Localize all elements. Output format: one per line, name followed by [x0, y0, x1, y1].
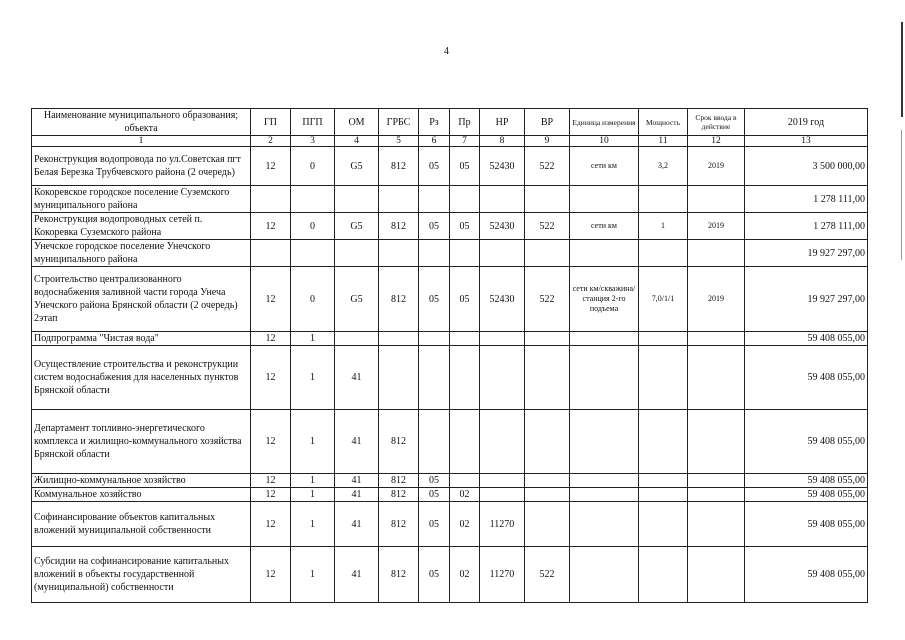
cell-vr [525, 474, 570, 488]
header-power: Мощность [639, 109, 688, 136]
cell-rz: 05 [419, 147, 450, 186]
cell-np [480, 474, 525, 488]
cell-grbs: 812 [379, 213, 419, 240]
cell-name: Реконструкция водопровода по ул.Советская пгт Белая Березка Трубчевского района (2 очередь) [32, 147, 251, 186]
cell-vr [525, 410, 570, 474]
cell-deadline [688, 410, 745, 474]
cell-unit [570, 332, 639, 346]
header-om: ОМ [335, 109, 379, 136]
header-name: Наименование муниципального образования; объекта [32, 109, 251, 136]
column-number: 7 [450, 136, 480, 147]
header-np: НР [480, 109, 525, 136]
cell-rz [419, 240, 450, 267]
cell-om: 41 [335, 502, 379, 547]
cell-name: Жилищно-коммунальное хозяйство [32, 474, 251, 488]
cell-om [335, 240, 379, 267]
column-number: 13 [745, 136, 868, 147]
table-header-row [32, 109, 868, 136]
cell-name: Департамент топливно-энергетического комплекса и жилищно-коммунального хозяйства Брянской области [32, 410, 251, 474]
cell-power: 7,0/1/1 [639, 267, 688, 332]
cell-amount: 59 408 055,00 [745, 488, 868, 502]
cell-grbs: 812 [379, 547, 419, 603]
cell-gp: 12 [251, 410, 291, 474]
cell-np: 52430 [480, 147, 525, 186]
table-row [32, 346, 868, 410]
cell-np [480, 346, 525, 410]
cell-power [639, 474, 688, 488]
cell-np: 52430 [480, 267, 525, 332]
column-number: 11 [639, 136, 688, 147]
cell-gp: 12 [251, 474, 291, 488]
header-ppgp: ПГП [291, 109, 335, 136]
table-row [32, 488, 868, 502]
cell-unit [570, 410, 639, 474]
cell-vr: 522 [525, 213, 570, 240]
cell-pr [450, 410, 480, 474]
cell-amount: 59 408 055,00 [745, 346, 868, 410]
cell-deadline: 2019 [688, 213, 745, 240]
cell-vr [525, 346, 570, 410]
cell-gp: 12 [251, 346, 291, 410]
cell-om: G5 [335, 213, 379, 240]
scan-edge-mark [901, 22, 903, 117]
cell-unit [570, 488, 639, 502]
cell-unit [570, 502, 639, 547]
cell-deadline [688, 186, 745, 213]
cell-np: 11270 [480, 547, 525, 603]
scan-edge-mark [901, 130, 902, 260]
cell-power: 3,2 [639, 147, 688, 186]
cell-unit: сети км [570, 147, 639, 186]
cell-grbs [379, 332, 419, 346]
cell-name: Подпрограмма "Чистая вода" [32, 332, 251, 346]
cell-vr [525, 332, 570, 346]
column-number: 8 [480, 136, 525, 147]
cell-ppgp: 1 [291, 547, 335, 603]
cell-name: Коммунальное хозяйство [32, 488, 251, 502]
cell-grbs: 812 [379, 410, 419, 474]
cell-gp: 12 [251, 147, 291, 186]
column-number: 1 [32, 136, 251, 147]
cell-deadline: 2019 [688, 267, 745, 332]
cell-gp: 12 [251, 332, 291, 346]
cell-amount: 19 927 297,00 [745, 240, 868, 267]
cell-rz [419, 186, 450, 213]
cell-rz: 05 [419, 213, 450, 240]
header-year: 2019 год [745, 109, 868, 136]
cell-grbs: 812 [379, 147, 419, 186]
cell-name: Осуществление строительства и реконструкции систем водоснабжения для населенных пунктов Брянской области [32, 346, 251, 410]
cell-grbs [379, 240, 419, 267]
cell-ppgp: 1 [291, 502, 335, 547]
cell-amount: 19 927 297,00 [745, 267, 868, 332]
cell-power [639, 346, 688, 410]
cell-np [480, 488, 525, 502]
cell-grbs [379, 186, 419, 213]
cell-pr: 02 [450, 547, 480, 603]
cell-unit: сети км [570, 213, 639, 240]
cell-om: 41 [335, 346, 379, 410]
cell-om [335, 186, 379, 213]
table-row [32, 186, 868, 213]
cell-vr [525, 186, 570, 213]
cell-rz [419, 346, 450, 410]
cell-rz [419, 410, 450, 474]
cell-grbs [379, 346, 419, 410]
column-number: 6 [419, 136, 450, 147]
cell-rz: 05 [419, 267, 450, 332]
cell-power [639, 410, 688, 474]
cell-ppgp: 1 [291, 346, 335, 410]
header-pr: Пр [450, 109, 480, 136]
cell-vr [525, 488, 570, 502]
cell-ppgp: 0 [291, 267, 335, 332]
cell-grbs: 812 [379, 267, 419, 332]
cell-ppgp [291, 186, 335, 213]
table-row [32, 240, 868, 267]
cell-np [480, 332, 525, 346]
cell-gp [251, 240, 291, 267]
cell-unit [570, 346, 639, 410]
cell-unit [570, 474, 639, 488]
cell-unit [570, 547, 639, 603]
cell-ppgp: 1 [291, 474, 335, 488]
cell-gp: 12 [251, 488, 291, 502]
cell-rz: 05 [419, 474, 450, 488]
cell-np [480, 186, 525, 213]
cell-power [639, 547, 688, 603]
cell-unit [570, 240, 639, 267]
header-grbs: ГРБС [379, 109, 419, 136]
cell-vr: 522 [525, 547, 570, 603]
table-row [32, 332, 868, 346]
cell-om: 41 [335, 488, 379, 502]
table-row [32, 213, 868, 240]
cell-ppgp: 1 [291, 332, 335, 346]
column-number: 10 [570, 136, 639, 147]
cell-deadline [688, 240, 745, 267]
table-row [32, 147, 868, 186]
column-number: 12 [688, 136, 745, 147]
cell-power [639, 488, 688, 502]
cell-pr [450, 186, 480, 213]
cell-deadline: 2019 [688, 147, 745, 186]
cell-amount: 59 408 055,00 [745, 547, 868, 603]
cell-power [639, 332, 688, 346]
cell-pr [450, 346, 480, 410]
cell-amount: 1 278 111,00 [745, 213, 868, 240]
cell-np [480, 410, 525, 474]
header-vr: ВР [525, 109, 570, 136]
cell-amount: 59 408 055,00 [745, 474, 868, 488]
cell-name: Кокоревское городское поселение Суземского муниципального района [32, 186, 251, 213]
cell-np: 11270 [480, 502, 525, 547]
cell-vr [525, 240, 570, 267]
cell-om [335, 332, 379, 346]
cell-om: 41 [335, 547, 379, 603]
cell-deadline [688, 547, 745, 603]
cell-grbs: 812 [379, 488, 419, 502]
cell-power: 1 [639, 213, 688, 240]
table-row [32, 267, 868, 332]
cell-name: Реконструкция водопроводных сетей п. Кокоревка Суземского района [32, 213, 251, 240]
column-number: 9 [525, 136, 570, 147]
column-number-row [32, 136, 868, 147]
column-number: 5 [379, 136, 419, 147]
header-unit: Единица измерения [570, 109, 639, 136]
cell-rz: 05 [419, 502, 450, 547]
table-row [32, 502, 868, 547]
cell-pr: 05 [450, 213, 480, 240]
cell-power [639, 502, 688, 547]
cell-om: 41 [335, 474, 379, 488]
cell-gp: 12 [251, 547, 291, 603]
table-row [32, 547, 868, 603]
cell-om: G5 [335, 147, 379, 186]
cell-rz [419, 332, 450, 346]
cell-name: Строительство централизованного водоснабжения заливной части города Унеча Унечского района Брянской области (2 очередь) 2этап [32, 267, 251, 332]
cell-amount: 59 408 055,00 [745, 332, 868, 346]
cell-rz: 05 [419, 547, 450, 603]
cell-name: Унечское городское поселение Унечского муниципального района [32, 240, 251, 267]
table-row [32, 410, 868, 474]
header-gp: ГП [251, 109, 291, 136]
cell-amount: 59 408 055,00 [745, 502, 868, 547]
cell-power [639, 186, 688, 213]
table-row [32, 474, 868, 488]
column-number: 4 [335, 136, 379, 147]
cell-pr: 02 [450, 488, 480, 502]
cell-om: G5 [335, 267, 379, 332]
cell-name: Субсидии на софинансирование капитальных вложений в объекты государственной (муниципальной) собственности [32, 547, 251, 603]
column-number: 2 [251, 136, 291, 147]
cell-grbs: 812 [379, 502, 419, 547]
cell-ppgp: 0 [291, 147, 335, 186]
cell-pr: 05 [450, 267, 480, 332]
cell-pr [450, 332, 480, 346]
cell-gp: 12 [251, 213, 291, 240]
budget-table [31, 108, 868, 603]
cell-vr: 522 [525, 147, 570, 186]
cell-deadline [688, 474, 745, 488]
cell-vr [525, 502, 570, 547]
cell-deadline [688, 346, 745, 410]
cell-name: Софинансирование объектов капитальных вложений муниципальной собственности [32, 502, 251, 547]
cell-np [480, 240, 525, 267]
cell-unit: сети км/скважина/ станция 2-го подъема [570, 267, 639, 332]
cell-ppgp [291, 240, 335, 267]
cell-pr: 05 [450, 147, 480, 186]
cell-ppgp: 1 [291, 410, 335, 474]
cell-unit [570, 186, 639, 213]
cell-ppgp: 0 [291, 213, 335, 240]
cell-vr: 522 [525, 267, 570, 332]
cell-amount: 59 408 055,00 [745, 410, 868, 474]
column-number: 3 [291, 136, 335, 147]
cell-amount: 1 278 111,00 [745, 186, 868, 213]
cell-gp: 12 [251, 267, 291, 332]
cell-deadline [688, 502, 745, 547]
cell-pr: 02 [450, 502, 480, 547]
cell-ppgp: 1 [291, 488, 335, 502]
cell-grbs: 812 [379, 474, 419, 488]
cell-gp [251, 186, 291, 213]
cell-om: 41 [335, 410, 379, 474]
cell-np: 52430 [480, 213, 525, 240]
cell-deadline [688, 488, 745, 502]
cell-power [639, 240, 688, 267]
cell-rz: 05 [419, 488, 450, 502]
cell-pr [450, 240, 480, 267]
page-number: 4 [444, 46, 449, 57]
cell-gp: 12 [251, 502, 291, 547]
header-rz: Рз [419, 109, 450, 136]
cell-pr [450, 474, 480, 488]
cell-deadline [688, 332, 745, 346]
header-deadline: Срок ввода в действие [688, 109, 745, 136]
cell-amount: 3 500 000,00 [745, 147, 868, 186]
